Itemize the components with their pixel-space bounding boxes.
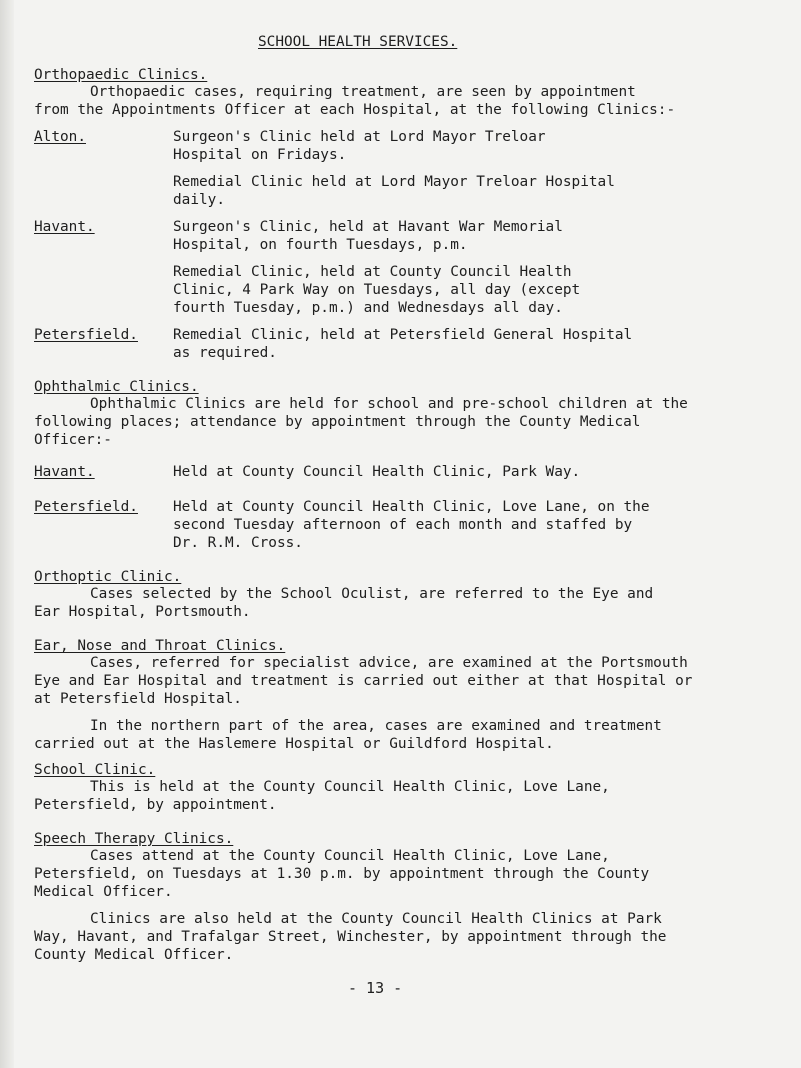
ophthalmic-place-havant: Havant. [34, 464, 95, 480]
havant-surgeon-line-1: Surgeon's Clinic, held at Havant War Memorial [173, 219, 563, 235]
heading-school-clinic: School Clinic. [34, 762, 156, 778]
ophthalmic-havant-line-1: Held at County Council Health Clinic, Park Way. [173, 464, 581, 480]
school-line-1: This is held at the County Council Health Clinic, Love Lane, [90, 779, 610, 795]
school-line-2: Petersfield, by appointment. [34, 797, 277, 813]
ent-line-5: carried out at the Haslemere Hospital or Guildford Hospital. [34, 736, 554, 752]
ophthalmic-intro-line-2: following places; attendance by appointment through the County Medical [34, 414, 641, 430]
speech-line-3: Medical Officer. [34, 884, 173, 900]
alton-remedial-line-1: Remedial Clinic held at Lord Mayor Treloar Hospital [173, 174, 615, 190]
ent-line-1: Cases, referred for specialist advice, are examined at the Portsmouth [90, 655, 688, 671]
page-edge-shadow [0, 0, 14, 1068]
heading-speech-therapy: Speech Therapy Clinics. [34, 831, 234, 847]
ophthalmic-petersfield-line-3: Dr. R.M. Cross. [173, 535, 303, 551]
ophthalmic-intro-line-3: Officer:- [34, 432, 112, 448]
ent-line-4: In the northern part of the area, cases are examined and treatment [90, 718, 662, 734]
place-alton: Alton. [34, 129, 86, 145]
ophthalmic-place-petersfield: Petersfield. [34, 499, 138, 515]
orthoptic-line-2: Ear Hospital, Portsmouth. [34, 604, 251, 620]
ophthalmic-petersfield-line-2: second Tuesday afternoon of each month and staffed by [173, 517, 633, 533]
orthopaedic-intro-line-2: from the Appointments Officer at each Hospital, at the following Clinics:- [34, 102, 676, 118]
speech-line-2: Petersfield, on Tuesdays at 1.30 p.m. by appointment through the County [34, 866, 650, 882]
ophthalmic-intro-line-1: Ophthalmic Clinics are held for school and pre-school children at the [90, 396, 688, 412]
orthopaedic-intro-line-1: Orthopaedic cases, requiring treatment, are seen by appointment [90, 84, 636, 100]
speech-line-6: County Medical Officer. [34, 947, 234, 963]
heading-ophthalmic: Ophthalmic Clinics. [34, 379, 199, 395]
havant-surgeon-line-2: Hospital, on fourth Tuesdays, p.m. [173, 237, 468, 253]
place-petersfield: Petersfield. [34, 327, 138, 343]
havant-remedial-line-2: Clinic, 4 Park Way on Tuesdays, all day (except [173, 282, 581, 298]
ent-line-3: at Petersfield Hospital. [34, 691, 242, 707]
page-title: SCHOOL HEALTH SERVICES. [258, 34, 458, 50]
havant-remedial-line-1: Remedial Clinic, held at County Council Health [173, 264, 572, 280]
orthoptic-line-1: Cases selected by the School Oculist, are referred to the Eye and [90, 586, 654, 602]
speech-line-4: Clinics are also held at the County Council Health Clinics at Park [90, 911, 662, 927]
alton-surgeon-line-1: Surgeon's Clinic held at Lord Mayor Treloar [173, 129, 546, 145]
heading-ent: Ear, Nose and Throat Clinics. [34, 638, 286, 654]
petersfield-remedial-line-1: Remedial Clinic, held at Petersfield General Hospital [173, 327, 633, 343]
ent-line-2: Eye and Ear Hospital and treatment is carried out either at that Hospital or [34, 673, 693, 689]
heading-orthoptic: Orthoptic Clinic. [34, 569, 182, 585]
petersfield-remedial-line-2: as required. [173, 345, 277, 361]
alton-surgeon-line-2: Hospital on Fridays. [173, 147, 347, 163]
havant-remedial-line-3: fourth Tuesday, p.m.) and Wednesdays all day. [173, 300, 563, 316]
heading-orthopaedic: Orthopaedic Clinics. [34, 67, 208, 83]
page-number: - 13 - [348, 979, 403, 997]
alton-remedial-line-2: daily. [173, 192, 225, 208]
speech-line-1: Cases attend at the County Council Health Clinic, Love Lane, [90, 848, 610, 864]
ophthalmic-petersfield-line-1: Held at County Council Health Clinic, Love Lane, on the [173, 499, 650, 515]
place-havant: Havant. [34, 219, 95, 235]
speech-line-5: Way, Havant, and Trafalgar Street, Winchester, by appointment through the [34, 929, 667, 945]
